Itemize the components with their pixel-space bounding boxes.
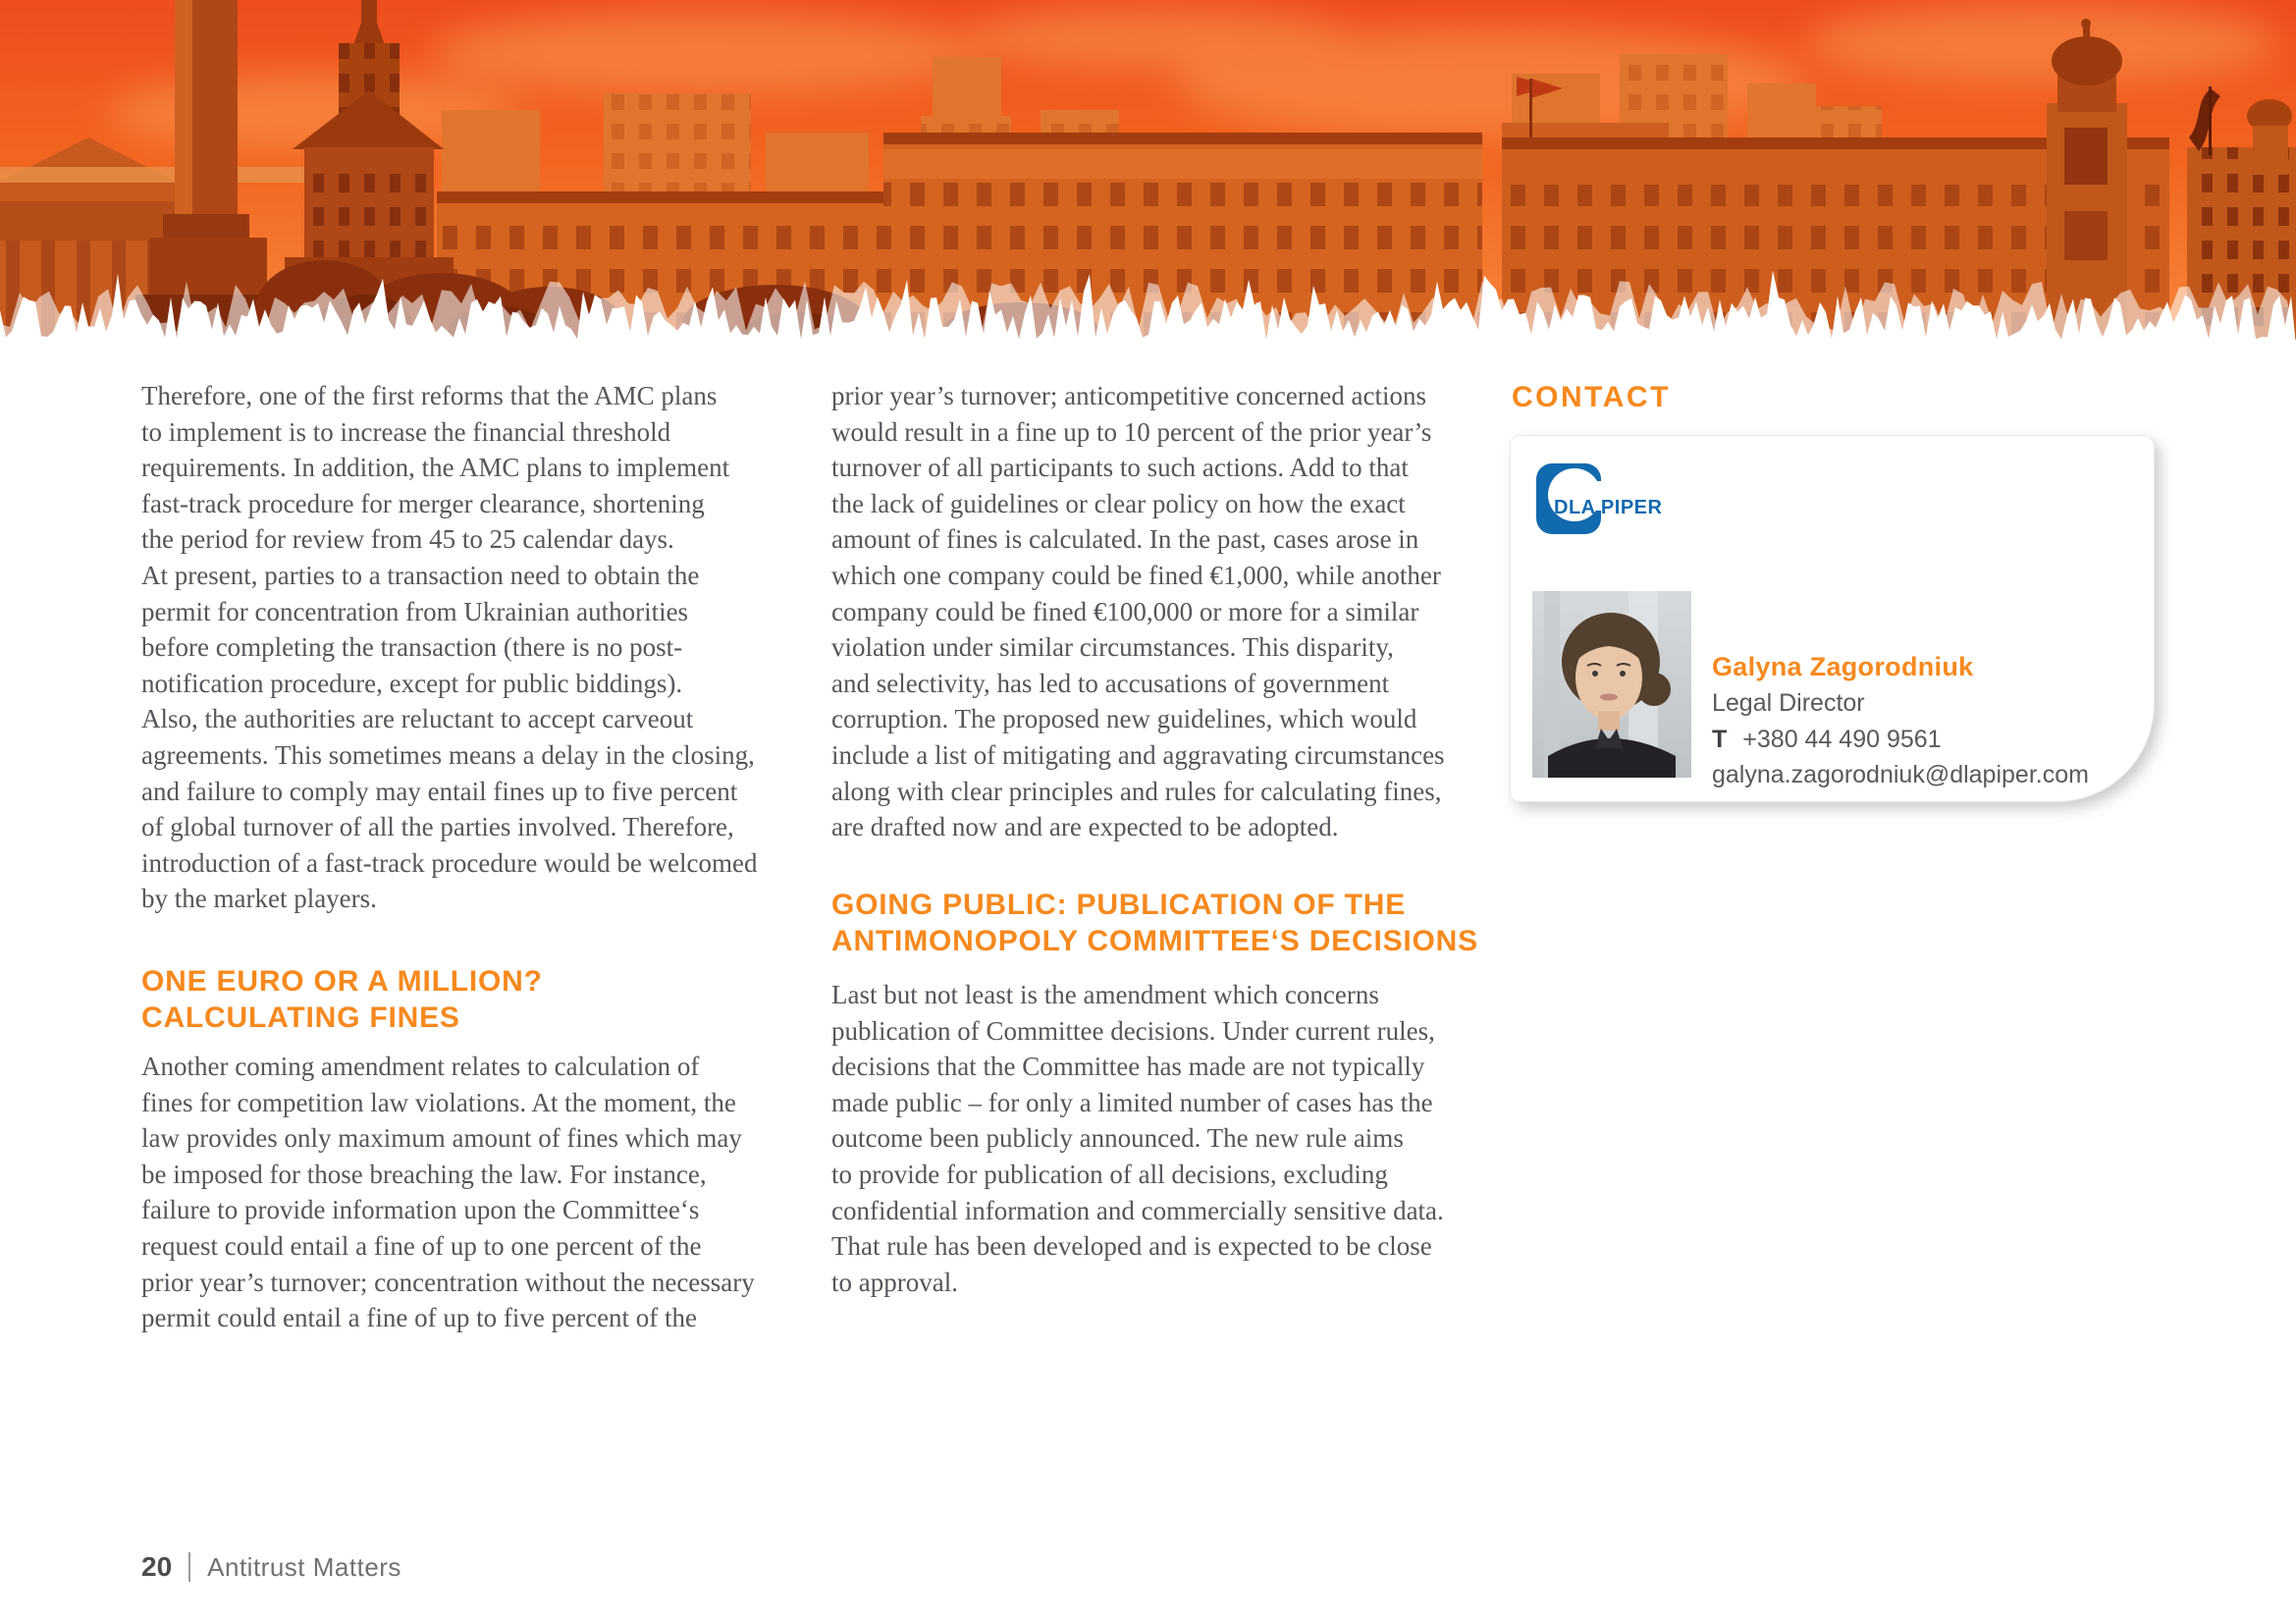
- left-column-heading: [141, 963, 543, 1036]
- text-line: request could entail a fine of up to one percent of the: [141, 1230, 702, 1261]
- text-line: made public – for only a limited number of cases has the: [831, 1087, 1433, 1117]
- contact-email[interactable]: galyna.zagorodniuk@dlapiper.com: [1712, 761, 2089, 788]
- text-line: to implement is to increase the financial threshold: [141, 416, 671, 447]
- text-line: be imposed for those breaching the law. For instance,: [141, 1159, 707, 1189]
- text-line: are drafted now and are expected to be adopted.: [831, 812, 1339, 842]
- dla-piper-logo: [1534, 461, 1731, 540]
- text-line: by the market players.: [141, 884, 377, 914]
- footer-divider: [188, 1552, 190, 1582]
- contact-photo: [1532, 591, 1691, 778]
- text-line: decisions that the Committee has made are not typically: [831, 1052, 1425, 1082]
- text-line: Another coming amendment relates to calculation of: [141, 1052, 700, 1081]
- left-column-paragraph-2: [141, 1049, 755, 1336]
- text-line: agreements. This sometimes means a delay in the closing,: [141, 739, 755, 770]
- text-line: the lack of guidelines or clear policy on how the exact: [831, 488, 1406, 518]
- text-line: prior year’s turnover; concentration without the necessary: [141, 1267, 755, 1297]
- text-line: amount of fines is calculated. In the past, cases arose in: [831, 524, 1419, 555]
- text-line: ONE EURO OR A MILLION?: [141, 965, 543, 998]
- text-line: introduction of a fast-track procedure would be welcomed: [141, 847, 758, 878]
- contact-title: Legal Director: [1712, 689, 1865, 717]
- text-line: and selectivity, has led to accusations of government: [831, 668, 1390, 698]
- middle-column-paragraph-1: [831, 378, 1445, 845]
- page-number: 20: [141, 1551, 173, 1582]
- publication-title: Antitrust Matters: [207, 1551, 401, 1582]
- left-column-paragraph-1: [141, 378, 758, 917]
- contact-phone: [1712, 726, 1942, 754]
- text-line: company could be fined €100,000 or more for a similar: [831, 596, 1419, 626]
- text-line: violation under similar circumstances. This disparity,: [831, 632, 1394, 663]
- text-line: turnover of all participants to such actions. Add to that: [831, 453, 1409, 483]
- header-image: [0, 0, 2296, 346]
- text-line: corruption. The proposed new guidelines, which would: [831, 704, 1417, 734]
- text-line: law provides only maximum amount of fines which may: [141, 1123, 742, 1154]
- text-line: outcome been publicly announced. The new rule aims: [831, 1123, 1404, 1154]
- text-line: GOING PUBLIC: PUBLICATION OF THE: [831, 889, 1407, 921]
- text-line: along with clear principles and rules for calculating fines,: [831, 776, 1442, 806]
- text-line: before completing the transaction (there is no post-: [141, 632, 683, 663]
- text-line: which one company could be fined €1,000, while another: [831, 560, 1441, 590]
- text-line: fast-track procedure for merger clearance, shortening: [141, 488, 705, 518]
- text-line: fines for competition law violations. At the moment, the: [141, 1087, 736, 1117]
- contact-name: Galyna Zagorodniuk: [1712, 652, 1974, 681]
- text-line: include a list of mitigating and aggravating circumstances: [831, 739, 1445, 770]
- text-line: and failure to comply may entail fines up to five percent: [141, 776, 738, 806]
- text-line: permit for concentration from Ukrainian authorities: [141, 596, 689, 626]
- text-line: notification procedure, except for public biddings).: [141, 668, 683, 698]
- contact-card: [1510, 435, 2155, 802]
- middle-column-heading: [831, 887, 1478, 959]
- text-line: the period for review from 45 to 25 calendar days.: [141, 524, 674, 555]
- footer: [141, 1549, 401, 1585]
- text-line: confidential information and commercially sensitive data.: [831, 1195, 1444, 1225]
- text-line: to approval.: [831, 1267, 958, 1297]
- text-line: Last but not least is the amendment which concerns: [831, 980, 1379, 1009]
- dla-piper-logo-text: DLA PIPER: [1554, 497, 1663, 518]
- text-line: publication of Committee decisions. Under current rules,: [831, 1015, 1435, 1046]
- text-line: ANTIMONOPOLY COMMITTEE‘S DECISIONS: [831, 925, 1478, 957]
- text-line: requirements. In addition, the AMC plans to implement: [141, 453, 730, 483]
- text-line: Therefore, one of the first reforms that the AMC plans: [141, 381, 718, 410]
- phone-number: +380 44 490 9561: [1742, 726, 1942, 753]
- text-line: prior year’s turnover; anticompetitive concerned actions: [831, 381, 1427, 410]
- text-line: of global turnover of all the parties involved. Therefore,: [141, 812, 734, 842]
- middle-column-paragraph-2: [831, 977, 1444, 1300]
- text-line: to provide for publication of all decisions, excluding: [831, 1159, 1388, 1189]
- contact-heading: CONTACT: [1512, 381, 1671, 413]
- text-line: failure to provide information upon the Committee‘s: [141, 1195, 700, 1225]
- text-line: That rule has been developed and is expected to be close: [831, 1231, 1432, 1262]
- text-line: At present, parties to a transaction need to obtain the: [141, 560, 700, 590]
- phone-label: T: [1712, 726, 1728, 753]
- text-line: would result in a fine up to 10 percent of the prior year’s: [831, 416, 1432, 447]
- text-line: permit could entail a fine of up to five percent of the: [141, 1303, 698, 1333]
- text-line: CALCULATING FINES: [141, 1001, 460, 1034]
- text-line: Also, the authorities are reluctant to accept carveout: [141, 704, 694, 734]
